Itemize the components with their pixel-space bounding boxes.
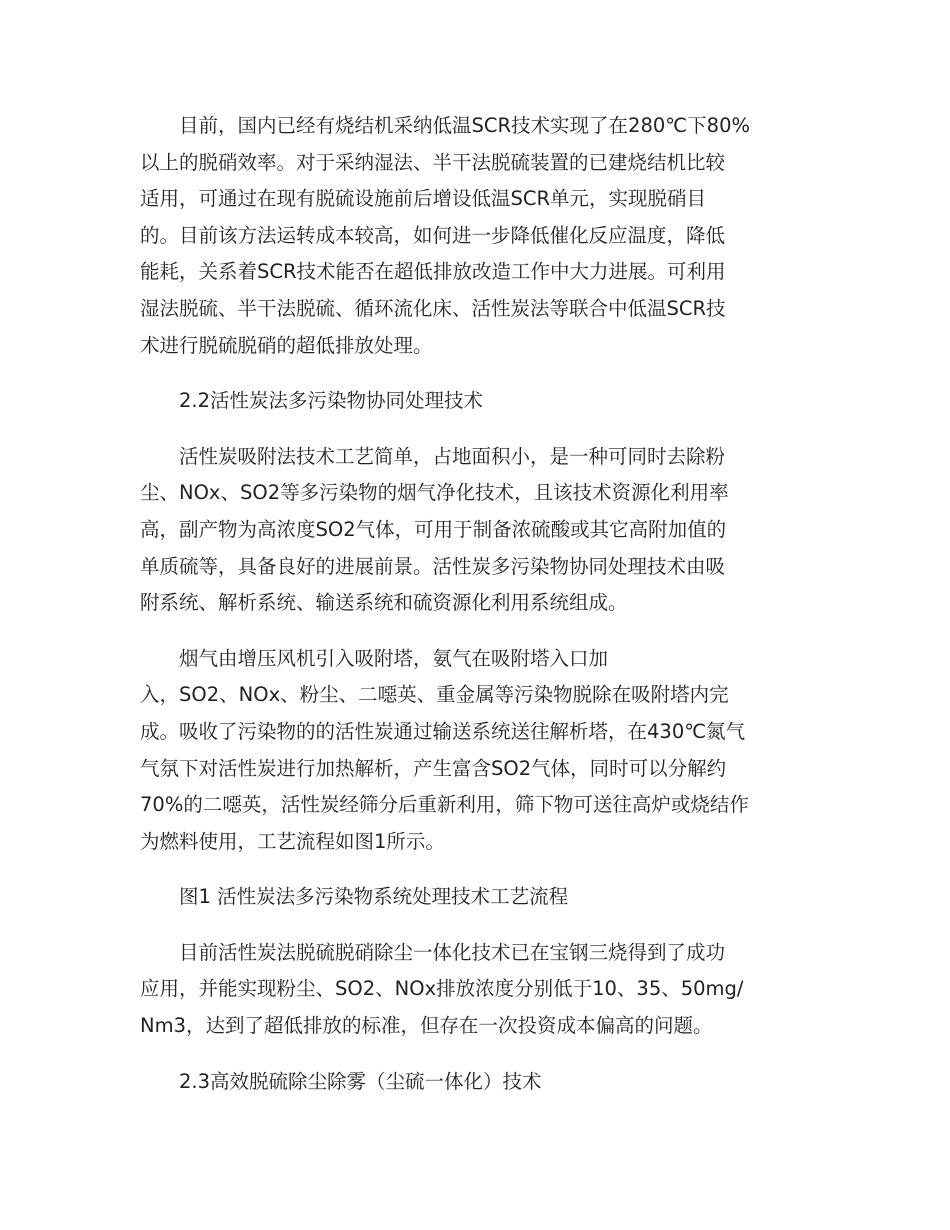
paragraph-line: 以上的脱硝效率。对于采纳湿法、半干法脱硫装置的已建烧结机比较 [140, 150, 726, 174]
paragraph-line: 为燃料使用，工艺流程如图1所示。 [140, 829, 445, 853]
paragraph-line: 烟气由增压风机引入吸附塔，氨气在吸附塔入口加 [179, 646, 609, 670]
paragraph-line: 应用，并能实现粉尘、SO2、NOx排放浓度分别低于10、35、50mg/ [140, 977, 744, 1001]
paragraph-line: 活性炭吸附法技术工艺简单，占地面积小，是一种可同时去除粉 [179, 444, 726, 468]
paragraph-baosteel-application [140, 935, 812, 1045]
paragraph-activated-carbon-intro [140, 439, 812, 622]
section-heading-2-3: 2.3高效脱硫除尘除雾（尘硫一体化）技术 [179, 1069, 542, 1093]
paragraph-line: 能耗，关系着SCR技术能否在超低排放改造工作中大力进展。可利用 [140, 260, 726, 284]
section-heading-2-2: 2.2活性炭法多污染物协同处理技术 [179, 389, 484, 413]
paragraph-line: 成。吸收了污染物的的活性炭通过输送系统送往解析塔，在430℃氮气 [140, 719, 746, 743]
paragraph-line: 附系统、解析系统、输送系统和硫资源化利用系统组成。 [140, 591, 628, 615]
paragraph-line: 70%的二噁英，活性炭经筛分后重新利用，筛下物可送往高炉或烧结作 [140, 793, 749, 817]
paragraph-flue-gas-process [140, 641, 812, 861]
paragraph-line: 气氛下对活性炭进行加热解析，产生富含SO2气体，同时可以分解约 [140, 756, 727, 780]
paragraph-line: 尘、NOx、SO2等多污染物的烟气净化技术，且该技术资源化利用率 [140, 481, 729, 505]
paragraph-line: Nm3，达到了超低排放的标准，但存在一次投资成本偏高的问题。 [140, 1014, 713, 1038]
paragraph-line: 入，SO2、NOx、粉尘、二噁英、重金属等污染物脱除在吸附塔内完 [140, 683, 729, 707]
paragraph-line: 目前，国内已经有烧结机采纳低温SCR技术实现了在280℃下80% [179, 114, 751, 137]
paragraph-line: 术进行脱硫脱硝的超低排放处理。 [140, 333, 433, 357]
paragraph-line: 高，副产物为高浓度SO2气体，可用于制备浓硫酸或其它高附加值的 [140, 517, 727, 541]
paragraph-low-temp-scr [140, 108, 812, 364]
paragraph-line: 湿法脱硫、半干法脱硫、循环流化床、活性炭法等联合中低温SCR技 [140, 296, 726, 320]
paragraph-line: 适用，可通过在现有脱硫设施前后增设低温SCR单元，实现脱硝目 [140, 187, 707, 211]
figure-caption-1: 图1 活性炭法多污染物系统处理技术工艺流程 [179, 885, 569, 909]
paragraph-line: 单质硫等，具备良好的进展前景。活性炭多污染物协同处理技术由吸 [140, 554, 726, 578]
document-body [140, 108, 812, 1100]
paragraph-line: 目前活性炭法脱硫脱硝除尘一体化技术已在宝钢三烧得到了成功 [179, 940, 726, 964]
paragraph-line: 的。目前该方法运转成本较高，如何进一步降低催化反应温度，降低 [140, 223, 726, 247]
